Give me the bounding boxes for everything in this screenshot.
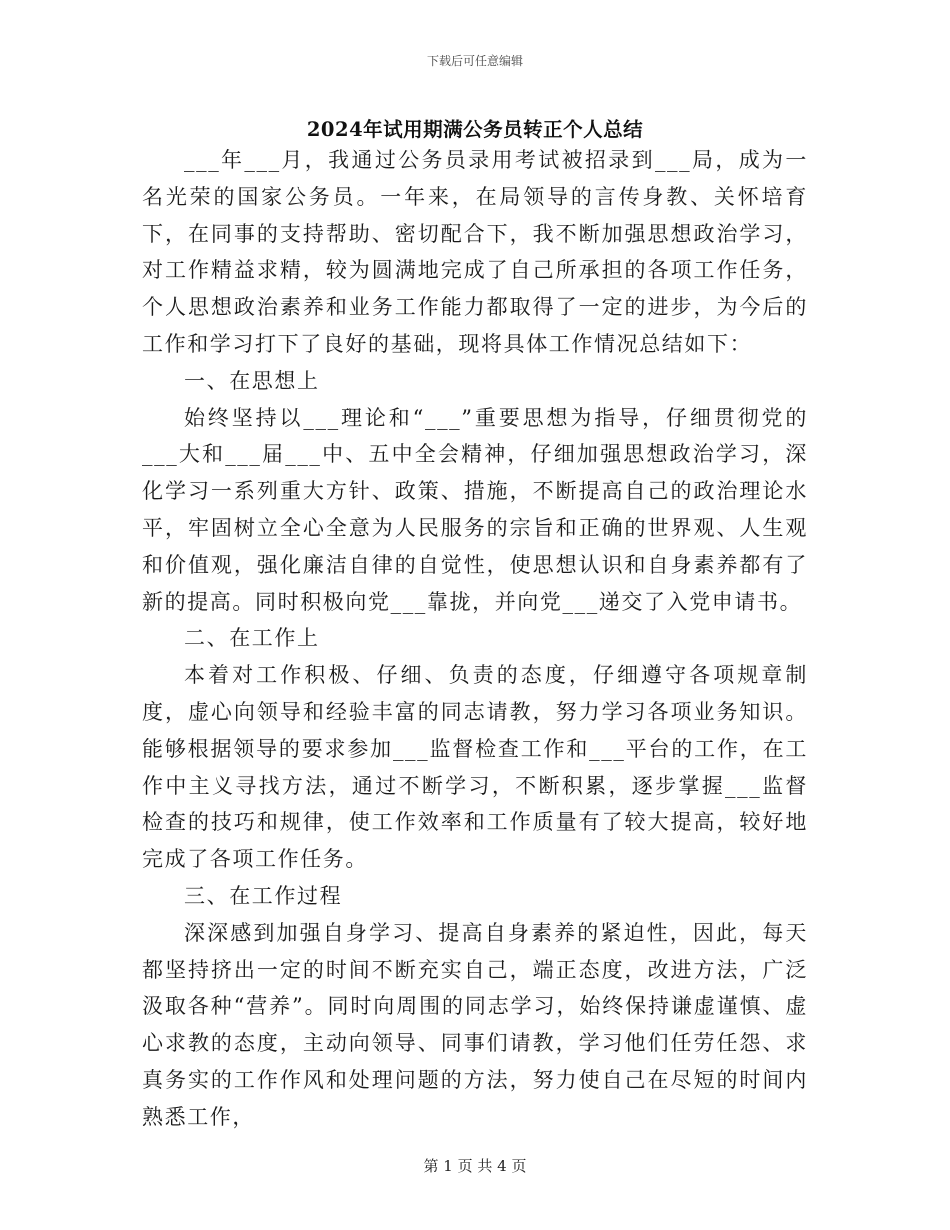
paragraph-work: 本着对工作积极、仔细、负责的态度，仔细遵守各项规章制度，虚心向领导和经验丰富的同志请教，努力学习各项业务知识。能够根据领导的要求参加___监督检查工作和___平台的工作，在工作中主义寻找方法，通过不断学习，不断积累，逐步掌握___监督检查的技巧和规律，使工作效率和工作质量有了较大提高，较好地完成了各项工作任务。 xyxy=(142,663,808,872)
paragraph-thought: 始终坚持以___理论和“___”重要思想为指导，仔细贯彻党的___大和___届___中、五中全会精神，仔细加强思想政治学习，深化学习一系列重大方针、政策、措施，不断提高自己的政治理论水平，牢固树立全心全意为人民服务的宗旨和正确的世界观、人生观和价值观，强化廉洁自律的自觉性，使思想认识和自身素养都有了新的提高。同时积极向党___靠拢，并向党___递交了入党申请书。 xyxy=(142,405,808,614)
section-heading-thought: 一、在思想上 xyxy=(184,368,320,393)
document-title: 2024年试用期满公务员转正个人总结 xyxy=(306,118,644,141)
header-note: 下载后可任意编辑 xyxy=(426,54,523,68)
paragraph-process: 深深感到加强自身学习、提高自身素养的紧迫性，因此，每天都坚持挤出一定的时间不断充实自己，端正态度，改进方法，广泛汲取各种“营养”。同时向周围的同志学习，始终保持谦虚谨慎、虚心求教的态度，主动向领导、同事们请教，学习他们任劳任怨、求真务实的工作作风和处理问题的方法，努力使自己在尽短的时间内熟悉工作， xyxy=(142,920,808,1129)
paragraph-intro: ___年___月，我通过公务员录用考试被招录到___局，成为一名光荣的国家公务员。一年来，在局领导的言传身教、关怀培育下，在同事的支持帮助、密切配合下，我不断加强思想政治学习，对工作精益求精，较为圆满地完成了自己所承担的各项工作任务，个人思想政治素养和业务工作能力都取得了一定的进步，为今后的工作和学习打下了良好的基础，现将具体工作情况总结如下： xyxy=(142,148,808,356)
page-footer: 第 1 页 共 4 页 xyxy=(423,1157,527,1175)
document-body xyxy=(142,142,808,1136)
section-heading-work: 二、在工作上 xyxy=(184,626,320,651)
section-heading-process: 三、在工作过程 xyxy=(184,883,343,908)
